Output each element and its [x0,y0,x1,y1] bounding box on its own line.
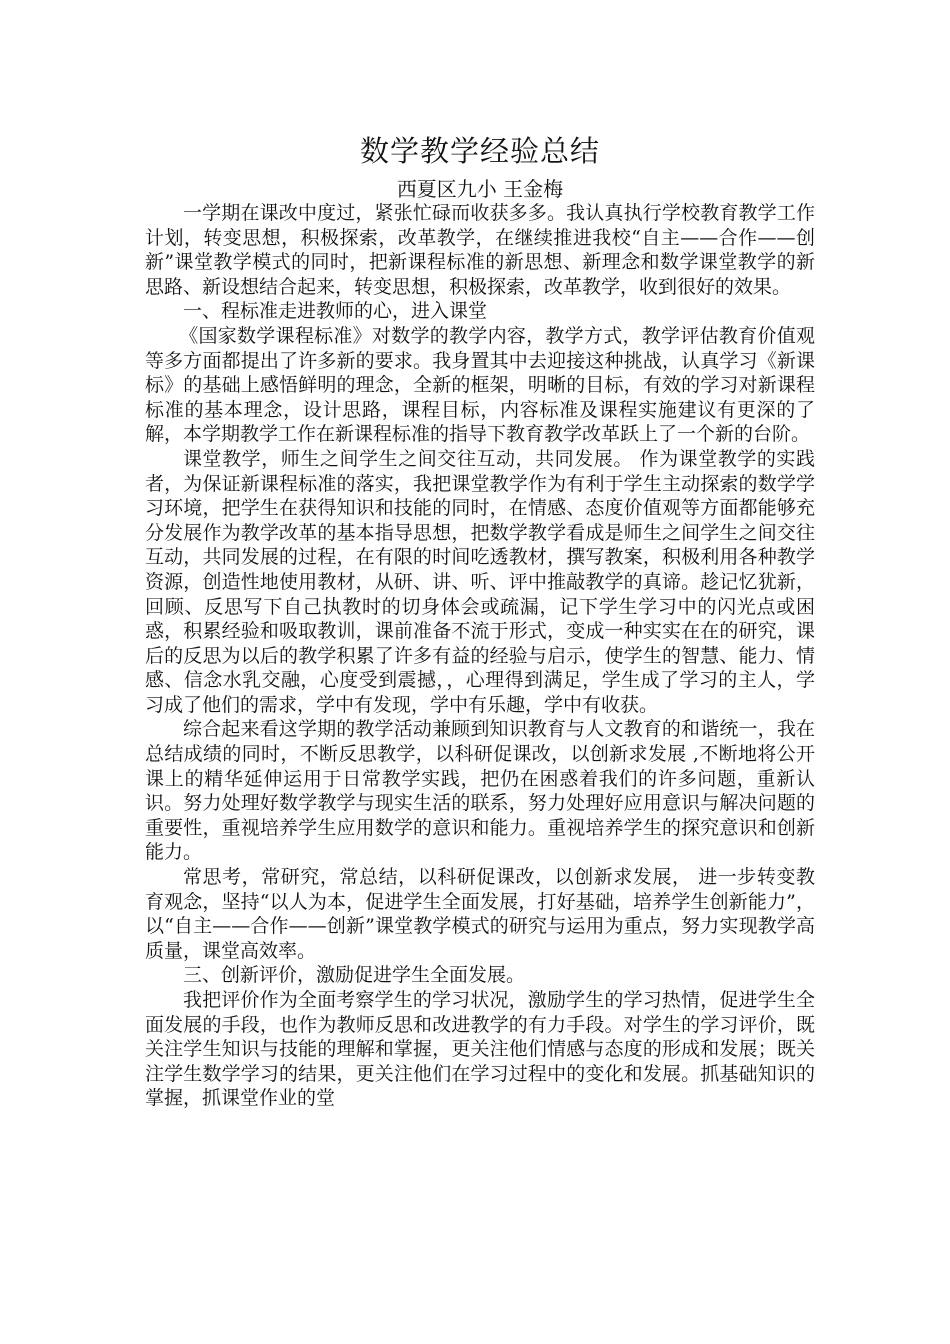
paragraph-reflection: 常思考，常研究，常总结，以科研促课改，以创新求发展， 进一步转变教育观念，坚持“以人为本，促进学生全面发展，打好基础，培养学生创新能力”，以“自主——合作——创新”课堂教学模式的研究与运用为重点，努力实现教学高质量，课堂高效率。 [145,866,815,962]
document-author: 西夏区九小 王金梅 [396,177,564,201]
document-title: 数学教学经验总结 [359,134,600,168]
section-heading-1: 一、程标准走进教师的心，进入课堂 [183,300,488,323]
paragraph-classroom-teaching: 课堂教学，师生之间学生之间交往互动，共同发展。 作为课堂教学的实践者，为保证新课程标准的落实，我把课堂教学作为有利于学生主动探索的数学学习环境，把学生在获得知识和技能的同时，在情感、态度价值观等方面都能够充分发展作为教学改革的基本指导思想，把数学教学看成是师生之间学生之间交往互动，共同发展的过程，在有限的时间吃透教材，撰写教案，积极利用各种教学资源，创造性地使用教材，从研、讲、听、评中推敲教学的真谛。趁记忆犹新，回顾、反思写下自己执教时的切身体会或疏漏，记下学生学习中的闪光点或困惑，积累经验和吸取教训，课前准备不流于形式，变成一种实实在在的研究，课后的反思为以后的教学积累了许多有益的经验与启示，使学生的智慧、能力、情感、信念水乳交融，心度受到震撼，，心理得到满足，学生成了学习的主人，学习成了他们的需求，学中有发现，学中有乐趣，学中有收获。 [145,447,815,716]
document-body [145,131,815,1111]
paragraph-intro: 一学期在课改中度过，紧张忙碌而收获多多。我认真执行学校教育教学工作计划，转变思想，积极探索，改革教学，在继续推进我校“自主——合作——创新”课堂教学模式的同时，把新课程标准的新思想、新理念和数学课堂教学的新思路、新设想结合起来，转变思想，积极探索，改革教学，收到很好的效果。 [145,202,815,298]
paragraph-curriculum-standard: 《国家数学课程标准》对数学的教学内容，教学方式，教学评估教育价值观等多方面都提出了许多新的要求。我身置其中去迎接这种挑战，认真学习《新课标》的基础上感悟鲜明的理念，全新的框架，明晰的目标，有效的学习对新课程标准的基本理念，设计思路，课程目标，内容标准及课程实施建议有更深的了解，本学期教学工作在新课程标准的指导下教育教学改革跃上了一个新的台阶。 [145,324,815,446]
paragraph-evaluation: 我把评价作为全面考察学生的学习状况，激励学生的学习热情，促进学生全面发展的手段，也作为教师反思和改进教学的有力手段。对学生的学习评价，既关注学生知识与技能的理解和掌握，更关注他们情感与态度的形成和发展；既关注学生数学学习的结果，更关注他们在学习过程中的变化和发展。抓基础知识的掌握，抓课堂作业的堂 [145,989,815,1110]
paragraph-summary: 综合起来看这学期的教学活动兼顾到知识教育与人文教育的和谐统一，我在总结成绩的同时，不断反思教学，以科研促课改，以创新求发展 ,不断地将公开课上的精华延伸运用于日常教学实践，把仍在困惑着我们的许多问题，重新认识。努力处理好数学教学与现实生活的联系，努力处理好应用意识与解决问题的重要性，重视培养学生应用数学的意识和能力。重视培养学生的探究意识和创新能力。 [145,718,815,864]
section-heading-3: 三、创新评价，激励促进学生全面发展。 [183,964,526,987]
